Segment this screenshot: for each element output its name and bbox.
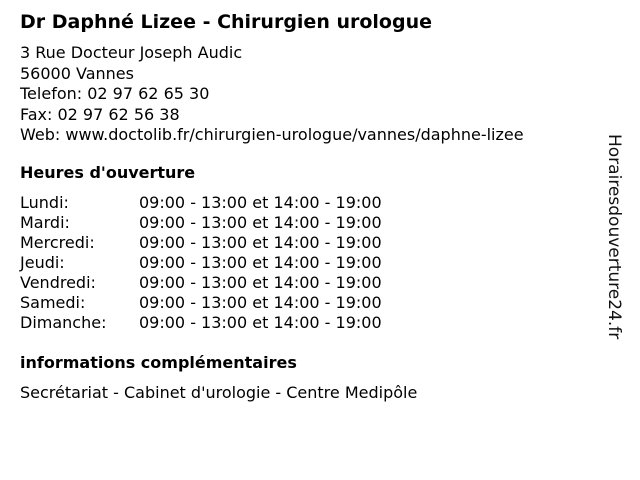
day-label: Dimanche: [20,313,107,332]
time-range: 09:00 - 13:00 et 14:00 - 19:00 [139,273,382,292]
hours-row-monday [20,193,382,213]
hours-row-wednesday [20,233,382,253]
contact-block [20,43,524,146]
time-range: 09:00 - 13:00 et 14:00 - 19:00 [139,253,382,272]
page-title: Dr Daphné Lizee - Chirurgien urologue [20,11,432,33]
additional-info-heading: informations complémentaires [20,353,297,372]
time-range: 09:00 - 13:00 et 14:00 - 19:00 [139,233,382,252]
day-label: Lundi: [20,193,69,212]
fax-number: Fax: 02 97 62 56 38 [20,104,180,124]
website: Web: www.doctolib.fr/chirurgien-urologue/vannes/daphne-lizee [20,125,524,144]
street-address: 3 Rue Docteur Joseph Audic [20,43,243,62]
time-range: 09:00 - 13:00 et 14:00 - 19:00 [139,293,382,312]
time-range: 09:00 - 13:00 et 14:00 - 19:00 [139,313,382,332]
day-label: Mercredi: [20,233,95,252]
city: 56000 Vannes [20,63,134,83]
day-label: Samedi: [20,293,86,312]
day-label: Jeudi: [20,253,65,272]
site-watermark: Horairesdouverture24.fr [604,134,624,340]
day-label: Vendredi: [20,273,96,292]
time-range: 09:00 - 13:00 et 14:00 - 19:00 [139,213,382,232]
time-range: 09:00 - 13:00 et 14:00 - 19:00 [139,193,382,212]
hours-row-tuesday [20,213,382,233]
hours-row-friday [20,273,382,293]
opening-hours-heading: Heures d'ouverture [20,163,196,182]
hours-row-sunday [20,313,382,333]
phone-number: Telefon: 02 97 62 65 30 [20,84,210,103]
hours-row-thursday [20,253,382,273]
opening-hours-table [20,193,382,333]
day-label: Mardi: [20,213,70,232]
hours-row-saturday [20,293,382,313]
additional-info-text: Secrétariat - Cabinet d'urologie - Centre Medipôle [20,383,418,402]
